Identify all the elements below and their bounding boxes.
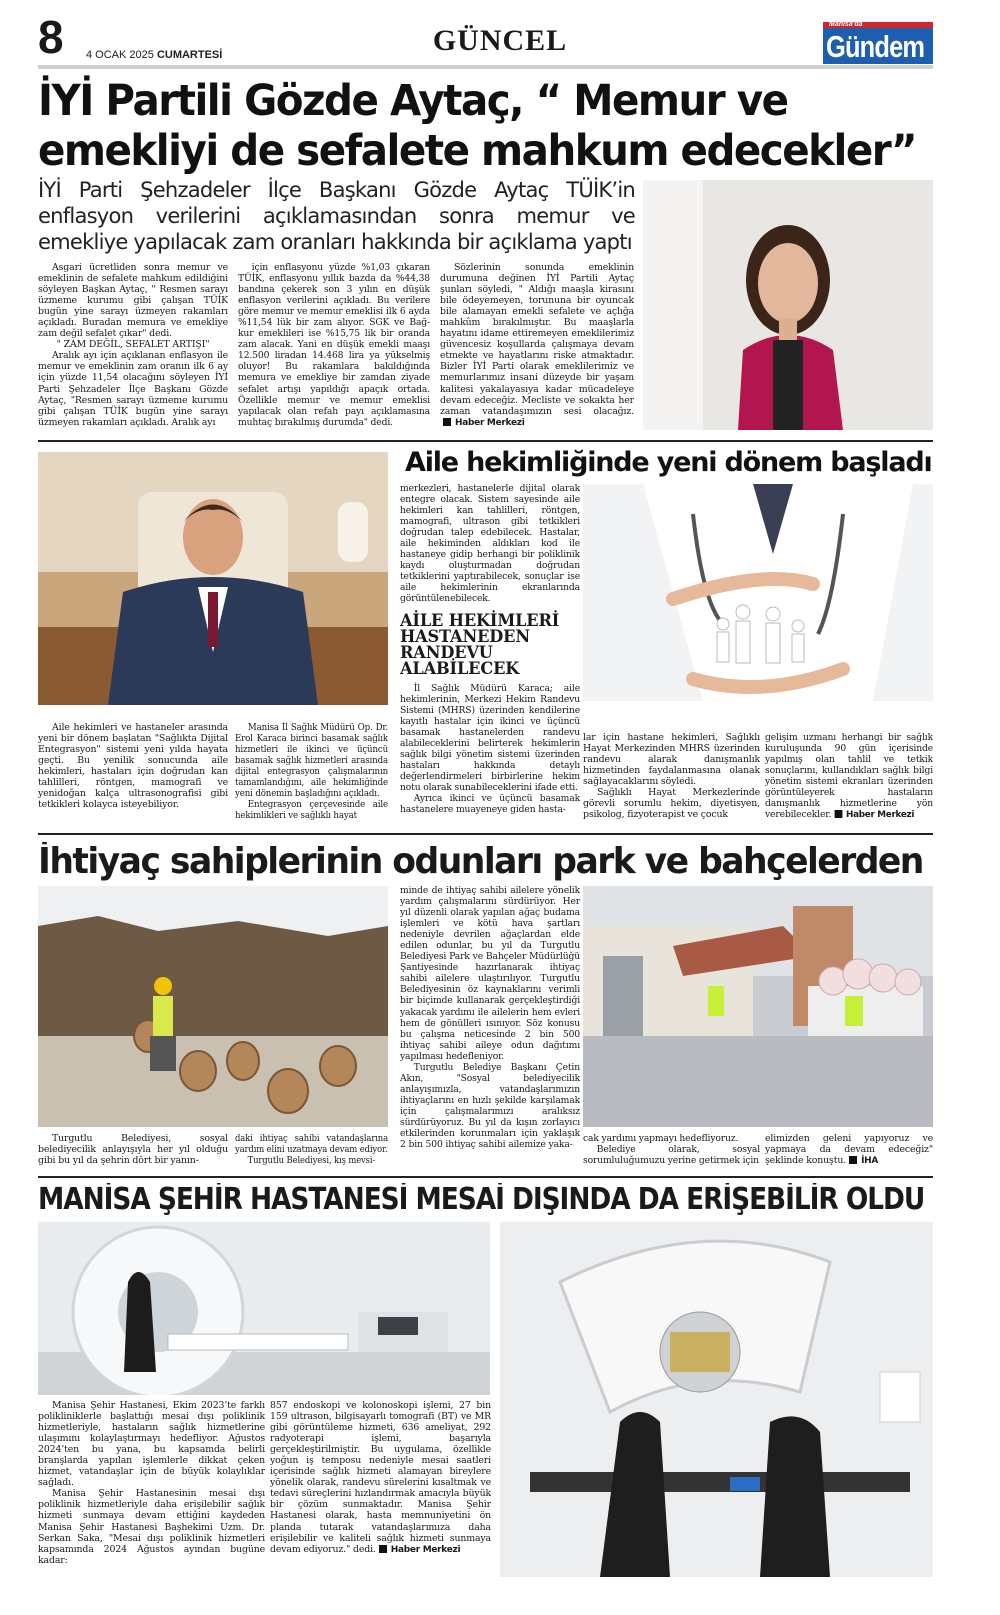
paragraph — [38, 262, 228, 339]
paragraph-text: gelişim uzmanı herhangi bir sağlık kuruluşunda 90 gün içerisinde yapılmış olan tahlil ve tetkik sonuçlarını, kullandıkları sağlık bilgi yönetim sistemi ekranları üzerinden görüntüleyerek hastaların danışmanlık hizmetlerine yön verebilecekler. — [765, 732, 933, 821]
paragraph-text: elimizden geleni yapıyoruz ve yapmaya da devam edeceğiz" şeklinde konuştu. — [765, 1133, 933, 1167]
article1-headline: İYİ Partili Gözde Aytaç, “ Memur ve emekliyi de sefalete mahkum edecekler” — [38, 76, 917, 176]
divider — [38, 440, 933, 442]
paragraph — [235, 722, 388, 799]
article4-column-1 — [38, 1400, 265, 1578]
photo-doctor-family-hands — [583, 484, 933, 701]
article1-subheadline: İYİ Parti Şehzadeler İlçe Başkanı Gözde Aytaç TÜİK’in enflasyon verilerini açıklamasından sonra memur ve emekliye yapılacak zam oranları hakkında bir açıklama yaptı — [38, 178, 635, 255]
paragraph-text: minde de ihtiyaç sahibi ailelere yönelik yardım çalışmalarını sürdürüyor. Her yıl düzenli olarak yapılan ağaç budama işlemleri ve kötü hava şartları nedeniyle devrilen ağaçlardan elde edilen odunlar, bu yıl da Turgutlu Belediyesi Park ve Bahçeler Müdürlüğü Şantiyesinde hazırlanarak ihtiyaç sahibi ailelere ulaştırılıyor. Turgutlu Belediyesinin öz kaynaklarını verimli bir biçimde kullanarak gerçekleştirdiği yakacak yardımı ile ailelerin hem evleri hem de gönülleri ısınıyor. Söz konusu bu çalışma neticesinde 2 bin 500 ihtiyaç sahibi aileye odun dağıtımı yapılması hedefleniyor. — [400, 885, 580, 1062]
paragraph-text: lar için hastane hekimleri, Sağlıklı Hayat Merkezinden MHRS üzerinden randevu alarak danışmanlık hizmetinden faydalanmasına olanak sağlayacaklarını söyledi. — [583, 732, 760, 788]
subheading — [38, 339, 228, 350]
article3-column-1 — [38, 1133, 228, 1169]
paragraph — [270, 1400, 491, 1555]
paragraph-text: Sözlerinin sonunda emeklinin durumuna değinen İYİ Partili Aytaç şunları söyledi, " Aldığı maaşla kirasını bile ödeyemeyen, torununa bir oyuncak bile alamayan emekli sefalete ve açlığa mahkûm bırakılmıştır. Bu maaşlarla hayatını idame ettiremeyen emeklilerimiz güvencesiz koşullarda çalışmaya devam etmekte ve hayatlarını riske atmaktadır. Bizler İYİ Parti olarak emeklilerimiz ve memurlarımız insani düzeyde bir yaşam kalitesi yakalayasıya kadar mücadeleye devam edeceğiz. Mecliste ve sokakta her zaman vatandaşımızın sesi olacağız. — [440, 262, 634, 417]
paragraph-text: İl Sağlık Müdürü Karaca; aile hekimlerinin, Merkezi Hekim Randevu Sistemi (MHRS) üzerinden kendilerine kayıtlı hastalar için ikinci ve üçüncü basamak hastanelerden randevu alabileceklerini belirterek hekimlerin sağlık bilgi yönetim sistemi üzerinden hastaları hakkında detaylı değerlendirmeleri birbirlerine hekim notu olarak sunabileceklerini ifade etti. — [400, 682, 580, 793]
photo-wood-delivery — [583, 886, 933, 1127]
article3-column-5 — [765, 1133, 933, 1169]
divider — [38, 833, 933, 835]
paragraph — [583, 732, 760, 787]
logo-top-text: Manisa'da — [826, 22, 866, 28]
article3-column-2 — [235, 1133, 388, 1169]
paragraph — [583, 787, 760, 820]
paragraph-text: 857 endoskopi ve kolonoskopi işlemi, 27 bin 159 ultrason, bilgisayarlı tomografi (BT) ve MR gibi görüntüleme hizmeti, 636 ameliyat, 292 radyoterapi işlemi, başarıyla gerçekleştirilmiştir. Bu uygulama, özellikle yoğun iş temposu nedeniyle mesai saatleri içerisinde sağlık hizmeti alamayan bireylere yönelik olarak, randevu sürelerini kısaltmak ve tedavi süreçlerini hızlandırmak amacıyla büyük bir çözüm sunmaktadır. Manisa Şehir Hastanesi olarak, hasta memnuniyetini ön planda tutarak vatandaşlarımıza daha erişilebilir ve kaliteli sağlık hizmeti sunmaya devam ediyoruz." dedi. — [270, 1400, 491, 1555]
article4-column-2 — [270, 1400, 491, 1578]
byline: Haber Merkezi — [376, 1545, 461, 1555]
article2-headline: Aile hekimliğinde yeni dönem başladı — [405, 448, 932, 478]
article4-headline: MANİSA ŞEHİR HASTANESİ MESAİ DIŞINDA DA ERİŞEBİLİR OLDU — [38, 1183, 925, 1217]
paragraph — [38, 1488, 265, 1565]
paragraph-text: Aile hekimleri ve hastaneler arasında yeni bir dönem başlatan "Sağlıkta Dijital Entegrasyon" sistemi yeni yılda hayata geçti. Bu yenilik sonucunda aile hekimleri, hastaları için doğrudan kan tahlilleri, röntgen, mamografi ve yenidoğan kalça ultrasonografisi gibi tetkikleri kolayca isteyebiliyor. — [38, 722, 228, 811]
newspaper-logo — [823, 22, 933, 64]
paragraph — [38, 1400, 265, 1488]
paragraph — [38, 1133, 228, 1166]
paragraph — [400, 1062, 580, 1150]
paragraph — [765, 1133, 933, 1166]
portrait-photo-gozde-aytac — [643, 180, 933, 430]
paragraph-text: Manisa Şehir Hastanesi, Ekim 2023’te farklı polikliniklerle başlattığı mesai dışı poliklinik hizmetleriyle, hastaların sağlık hizmetlerine ulaşımını kolaylaştırmayı hedefliyor. Ağustos 2024’ten bu yana, bu kapsamda belirli branşlarda yapılan işlemlerle dikkat çeken hizmet, vatandaşlar için de büyük kolaylıklar sağladı. — [38, 1400, 265, 1489]
paragraph — [583, 1144, 760, 1166]
article3-column-3 — [400, 885, 580, 1170]
paragraph-text: " ZAM DEĞİL, SEFALET ARTIŞI" — [56, 339, 210, 351]
paragraph — [400, 885, 580, 1062]
subheading — [400, 610, 580, 678]
paragraph-text: Turgutlu Belediyesi, sosyal belediyecilik anlayışıyla her yıl olduğu gibi bu yıl da şehrin dört bir yanın- — [38, 1133, 228, 1167]
divider — [38, 1176, 933, 1178]
article1-column-2 — [238, 262, 430, 434]
paragraph-text: merkezleri, hastanelerle dijital olarak entegre olacak. Sistem sayesinde aile hekimleri kan tahlilleri, röntgen, mamografi, ultrason gibi tetkikleri doğrudan talep edebilecek. Hastalar, aile hekiminden aldıkları kod ile hastaneye gidip herhangi bir poliklinik kaydı oluşturmadan doğrudan tetkiklerini yaptırabilecek, sonuçlar ise aile hekimlerinin ekranlarında görüntülenebilecek. — [400, 483, 580, 605]
paragraph-text: Entegrasyon çerçevesinde aile hekimlikleri ve sağlıklı hayat — [235, 799, 388, 822]
paragraph — [765, 732, 933, 820]
paragraph — [440, 262, 634, 428]
paragraph — [400, 683, 580, 793]
article2-column-4 — [583, 732, 760, 822]
logo-main-text: Gündem — [826, 29, 925, 64]
paragraph — [583, 1133, 760, 1144]
page-number: 8 — [38, 11, 64, 63]
paragraph-text: Asgari ücretliden sonra memur ve emeklinin de sefalete mahkum edildiğini söyleyen Başkan Aytaç, " Resmen sarayı üzmeme kurumu gibi çalışan TÜİK bugün yine sarayı üzmeyen rakamları açıkladı. Buradan memura ve emekliye zam değil sefalet çıkar" dedi. — [38, 262, 228, 340]
paragraph-text: Aralık ayı için açıklanan enflasyon ile memur ve emeklinin zam oranın ilk 6 ay için yüzde 11,54 olacağını söyleyen İYİ Parti Şehzadeler İlçe Başkanı Gözde Aytaç, "Resmen sarayı üzmeme kurumu gibi çalışan TÜİK bugün yine sarayı üzmeyen rakamları açıkladı. Aralık ayı — [38, 350, 228, 428]
byline: İHA — [846, 1156, 878, 1166]
paragraph — [38, 722, 228, 810]
section-title: GÜNCEL — [432, 24, 568, 57]
article3-column-4 — [583, 1133, 760, 1169]
paragraph — [235, 799, 388, 821]
photo-mri-room — [38, 1222, 490, 1395]
paragraph-text: Ayrıca ikinci ve üçüncü basamak hastanelere muayeneye giden hasta- — [400, 792, 580, 816]
paragraph-text: Manisa Şehir Hastanesinin mesai dışı poliklinik hizmetleriyle daha erişilebilir sağlık hizmeti sunmaya devam ettiğini kaydeden Manisa Şehir Hastanesi Başhekimi Uzm. Dr. Serkan Saka, "Mesai dışı poliklinik hizmetleri kapsamında 2024 Ağustos ayından bugüne kadar: — [38, 1488, 265, 1566]
day-text: CUMARTESİ — [156, 49, 223, 61]
paragraph-text: Sağlıklı Hayat Merkezlerinde görevli sorumlu hekim, diyetisyen, psikolog, fizyoterapist ve çocuk — [583, 787, 760, 821]
byline: Haber Merkezi — [831, 810, 914, 820]
paragraph — [38, 350, 228, 427]
paragraph — [235, 1133, 388, 1155]
paragraph-text: daki ihtiyaç sahibi vatandaşlarına yardım elini uzatmaya devam ediyor. — [235, 1133, 388, 1156]
paragraph-text: Turgutlu Belediyesi, kış mevsi- — [247, 1155, 376, 1167]
paragraph — [400, 793, 580, 815]
photo-radiotherapy-device — [500, 1222, 933, 1577]
photo-firewood-worker — [38, 886, 388, 1127]
paragraph-text: cak yardımı yapmayı hedefliyoruz. — [583, 1133, 739, 1144]
date-text: 4 OCAK 2025 — [86, 49, 154, 61]
article2-column-3 — [400, 483, 580, 823]
header-rule — [38, 65, 933, 69]
article1-column-3 — [440, 262, 634, 434]
paragraph — [238, 262, 430, 428]
paragraph-text: Belediye olarak, sosyal sorumluluğumuzu yerine getirmek için — [583, 1144, 760, 1167]
article1-column-1 — [38, 262, 228, 434]
photo-erol-karaca — [38, 452, 388, 705]
paragraph-text: AİLE HEKİMLERİ HASTANEDEN RANDEVU ALABİLECEK — [400, 610, 560, 678]
byline: Haber Merkezi — [440, 418, 525, 428]
paragraph-text: Turgutlu Belediye Başkanı Çetin Akın, "Sosyal belediyecilik anlayışımızla, vatandaşlarımızın ihtiyaçlarını en hızlı şekilde karşılamak için çalışmalarımızı aralıksız sürdürüyoruz. Bu yıl da kışın zorlayıcı etkilerinden korunmaları için yaklaşık 2 bin 500 ihtiyaç sahibi ailemize yaka- — [400, 1061, 580, 1151]
paragraph-text: için enflasyonu yüzde %1,03 çıkaran TÜİK, enflasyonu yıllık bazda da %44,38 bandına çekerek son 3 yılın en düşük enflasyon verilerini açıkladı. Bu verilere göre memur ve memur emeklisi ilk 6 ayda %11,54 lük bir zam alıyor. SGK ve Bağ-kur emeklileri ise %15,75 lik bir oranda zam alacak. Yani en düşük emekli maaşı 12.500 liradan 14.468 lira ya yükselmiş oluyor! Bu rakamlara bakıldığında memura ve emekliye bir zamdan ziyade sefalet artışı yapıldığı apaçık ortada. Özellikle memur ve memur emeklisi yapılacak olan refah payı açıklamasına muhtaç bırakılmış durumda" dedi. — [238, 262, 430, 428]
paragraph — [400, 483, 580, 605]
issue-date — [86, 50, 222, 61]
article2-column-2 — [235, 722, 388, 822]
article2-column-5 — [765, 732, 933, 822]
article3-headline: İhtiyaç sahiplerinin odunları park ve bahçelerden — [38, 842, 923, 882]
paragraph-text: Manisa İl Sağlık Müdürü Op. Dr. Erol Karaca birinci basamak sağlık hizmetleri ile ikinci ve üçüncü basamak sağlık hizmetleri arasında dijital entegrasyon çalışmalarının tamamlandığını, aile hekimliğinde yeni dönemin başladığını açıkladı. — [235, 722, 388, 800]
article2-column-1 — [38, 722, 228, 822]
paragraph — [235, 1155, 388, 1166]
